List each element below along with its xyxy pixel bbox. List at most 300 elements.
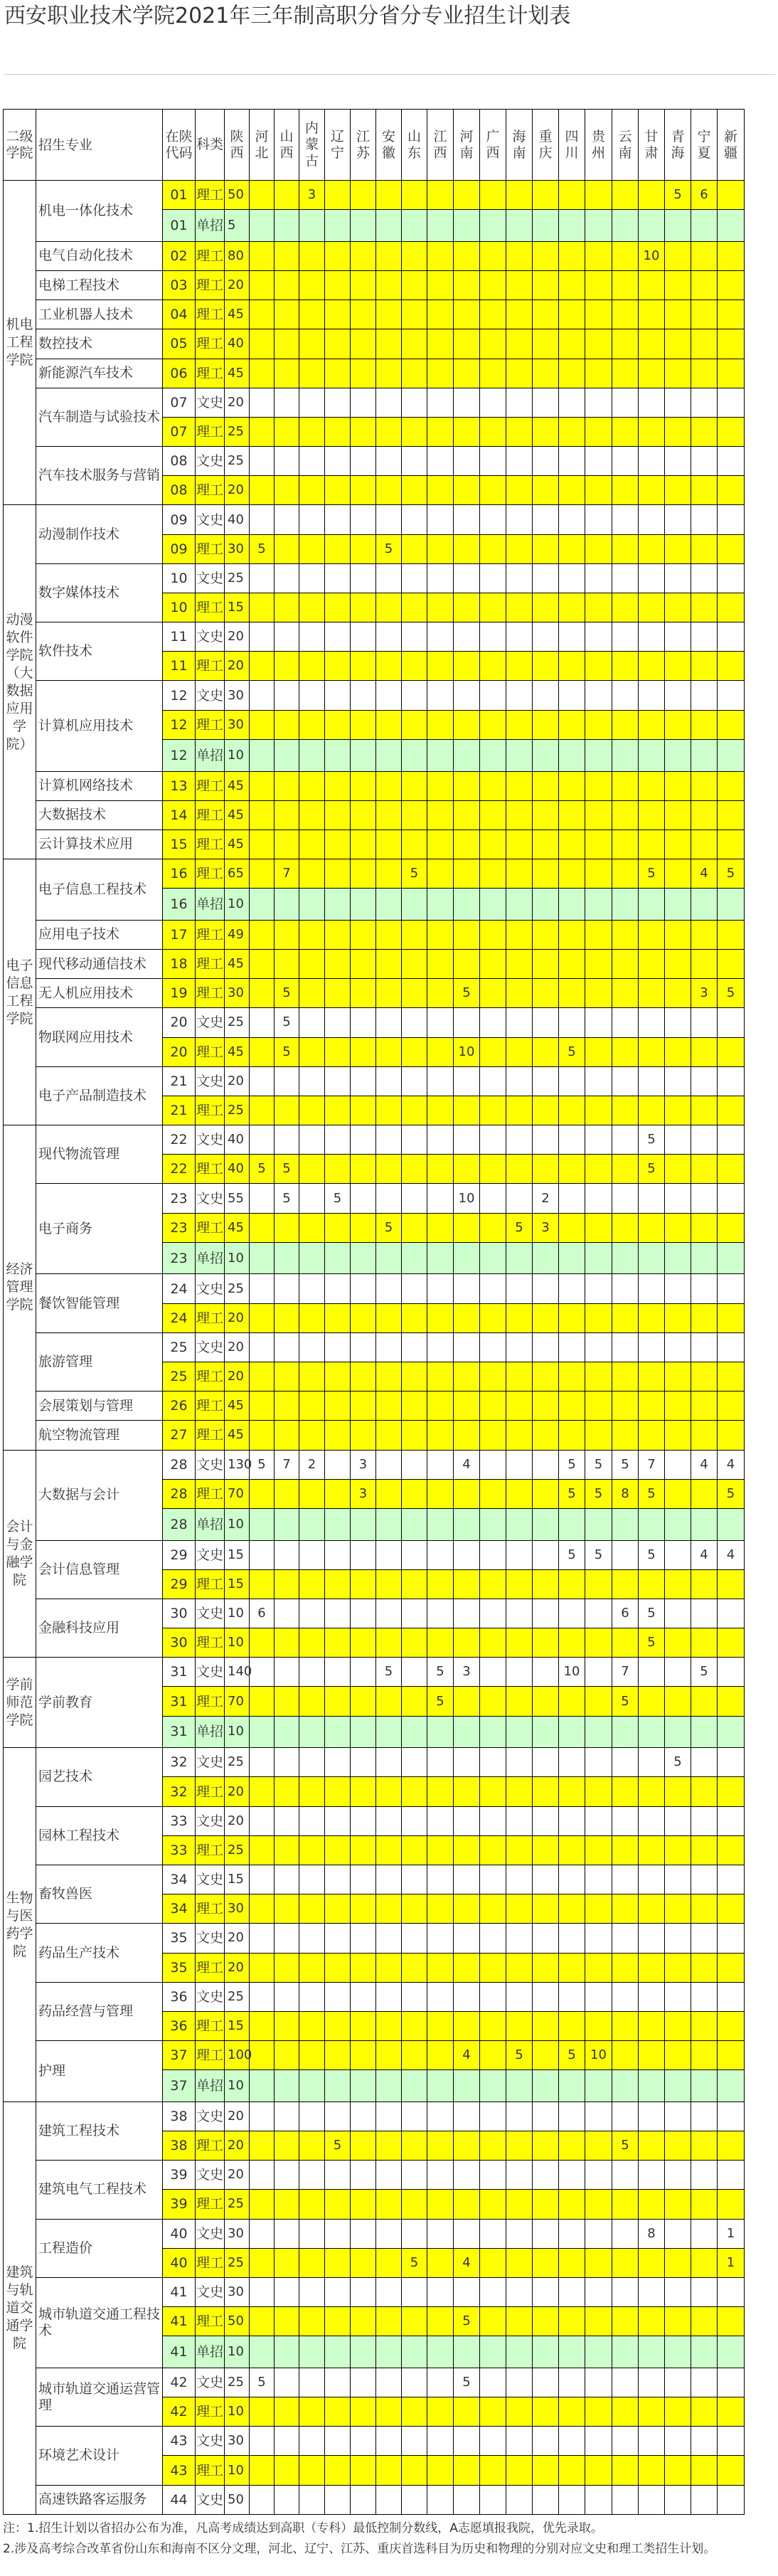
quota-cell — [299, 1125, 325, 1155]
quota-cell — [480, 1716, 506, 1748]
category-cell: 理工 — [196, 1479, 225, 1508]
quota-cell — [559, 1184, 585, 1213]
quota-cell: 3 — [533, 1213, 559, 1242]
quota-cell — [506, 2161, 533, 2190]
quota-cell — [325, 1155, 351, 1184]
quota-cell — [506, 1658, 533, 1687]
quota-cell — [351, 1716, 376, 1748]
quota-cell — [585, 652, 612, 681]
quota-cell: 20 — [225, 1332, 250, 1362]
quota-cell — [718, 739, 745, 771]
quota-cell — [325, 476, 351, 505]
quota-cell — [533, 800, 559, 829]
quota-cell — [275, 1362, 299, 1392]
quota-cell — [402, 1008, 427, 1037]
quota-cell — [718, 2397, 745, 2427]
quota-cell — [299, 329, 325, 359]
quota-cell — [480, 2277, 506, 2306]
quota-cell — [427, 1924, 454, 1953]
quota-cell — [325, 1096, 351, 1125]
college-cell: 经济管理学院 — [4, 1125, 36, 1450]
code-cell: 23 — [163, 1184, 196, 1213]
quota-cell — [325, 593, 351, 622]
category-cell: 文史 — [196, 1924, 225, 1953]
quota-cell — [325, 2161, 351, 2190]
quota-cell — [718, 2131, 745, 2161]
quota-cell — [250, 2307, 275, 2336]
quota-cell — [612, 710, 639, 739]
quota-cell — [275, 1865, 299, 1894]
quota-cell — [454, 1421, 480, 1450]
quota-cell — [533, 2070, 559, 2102]
quota-cell — [250, 2219, 275, 2248]
quota-cell — [612, 1569, 639, 1599]
quota-cell — [299, 1748, 325, 1777]
quota-cell — [480, 1125, 506, 1155]
quota-cell — [533, 1687, 559, 1716]
quota-cell — [612, 329, 639, 359]
quota-cell — [612, 1628, 639, 1658]
quota-cell — [585, 771, 612, 800]
quota-cell — [718, 241, 745, 270]
code-cell: 15 — [163, 829, 196, 859]
code-cell: 24 — [163, 1274, 196, 1303]
quota-cell — [402, 2336, 427, 2368]
quota-cell — [325, 534, 351, 563]
quota-cell — [250, 1479, 275, 1508]
quota-cell — [275, 1924, 299, 1953]
quota-cell — [559, 1599, 585, 1628]
quota-cell — [325, 388, 351, 417]
quota-cell — [506, 300, 533, 329]
quota-cell: 5 — [639, 1479, 665, 1508]
quota-cell — [691, 2397, 718, 2427]
quota-cell — [639, 1421, 665, 1450]
quota-cell — [427, 1184, 454, 1213]
quota-cell — [665, 979, 691, 1008]
major-cell: 云计算技术应用 — [36, 829, 163, 859]
quota-cell — [665, 563, 691, 593]
quota-cell: 3 — [691, 979, 718, 1008]
quota-cell — [275, 2307, 299, 2336]
quota-cell — [427, 534, 454, 563]
quota-cell: 10 — [585, 2041, 612, 2070]
quota-cell: 40 — [225, 505, 250, 534]
quota-cell — [427, 1155, 454, 1184]
quota-cell: 5 — [718, 979, 745, 1008]
quota-cell — [250, 1332, 275, 1362]
code-cell: 12 — [163, 681, 196, 710]
quota-cell — [250, 1716, 275, 1748]
quota-cell — [402, 447, 427, 476]
category-cell: 理工 — [196, 950, 225, 979]
quota-cell — [718, 1865, 745, 1894]
quota-cell — [612, 1421, 639, 1450]
major-cell: 药品生产技术 — [36, 1924, 163, 1982]
code-cell: 04 — [163, 300, 196, 329]
quota-cell — [275, 271, 299, 300]
quota-cell: 5 — [275, 1184, 299, 1213]
quota-cell — [612, 1865, 639, 1894]
quota-cell — [533, 1569, 559, 1599]
quota-cell — [639, 1924, 665, 1953]
quota-cell — [612, 2248, 639, 2277]
quota-cell — [325, 1392, 351, 1421]
quota-cell: 7 — [612, 1658, 639, 1687]
quota-cell — [454, 1479, 480, 1508]
quota-cell — [480, 210, 506, 242]
quota-cell — [250, 2456, 275, 2485]
quota-cell: 5 — [376, 1213, 402, 1242]
major-cell: 畜牧兽医 — [36, 1865, 163, 1923]
quota-cell — [506, 1155, 533, 1184]
quota-cell — [351, 1274, 376, 1303]
quota-cell — [585, 1096, 612, 1125]
quota-cell — [691, 1362, 718, 1392]
header-province: 内蒙古 — [299, 110, 325, 181]
quota-cell — [275, 329, 299, 359]
quota-cell — [427, 1421, 454, 1450]
quota-cell — [376, 1066, 402, 1096]
category-cell: 单招 — [196, 739, 225, 771]
category-cell: 理工 — [196, 1894, 225, 1924]
quota-cell — [299, 388, 325, 417]
quota-cell — [718, 1184, 745, 1213]
quota-cell — [351, 1806, 376, 1835]
quota-cell — [665, 534, 691, 563]
code-cell: 14 — [163, 800, 196, 829]
quota-cell — [506, 593, 533, 622]
quota-cell — [691, 476, 718, 505]
quota-cell — [275, 950, 299, 979]
quota-cell — [691, 2485, 718, 2514]
quota-cell — [402, 829, 427, 859]
quota-cell — [612, 2011, 639, 2040]
quota-cell — [506, 652, 533, 681]
quota-cell — [454, 210, 480, 242]
category-cell: 文史 — [196, 1332, 225, 1362]
quota-cell — [585, 359, 612, 388]
quota-cell — [559, 417, 585, 446]
quota-cell — [325, 505, 351, 534]
quota-cell — [718, 1806, 745, 1835]
quota-cell — [691, 1716, 718, 1748]
quota-cell — [506, 210, 533, 242]
quota-cell — [639, 1037, 665, 1066]
quota-cell — [559, 1716, 585, 1748]
quota-cell: 15 — [225, 2011, 250, 2040]
quota-cell — [325, 1008, 351, 1037]
quota-cell — [325, 2101, 351, 2131]
quota-cell — [427, 1479, 454, 1508]
quota-cell — [480, 920, 506, 949]
category-cell: 理工 — [196, 1037, 225, 1066]
quota-cell — [250, 1508, 275, 1540]
quota-cell — [299, 2041, 325, 2070]
quota-cell — [480, 271, 506, 300]
quota-cell — [533, 593, 559, 622]
code-cell: 38 — [163, 2101, 196, 2131]
quota-cell — [402, 950, 427, 979]
quota-cell — [454, 2161, 480, 2190]
quota-cell — [718, 1242, 745, 1274]
quota-cell: 25 — [225, 1274, 250, 1303]
quota-cell — [612, 300, 639, 329]
quota-cell — [639, 1658, 665, 1687]
quota-cell — [612, 1066, 639, 1096]
quota-cell — [612, 739, 639, 771]
quota-cell — [480, 1924, 506, 1953]
quota-cell — [612, 1037, 639, 1066]
quota-cell — [585, 1716, 612, 1748]
quota-cell — [559, 388, 585, 417]
quota-cell — [639, 1332, 665, 1362]
quota-cell — [480, 1155, 506, 1184]
category-cell: 文史 — [196, 1806, 225, 1835]
quota-cell: 40 — [225, 1125, 250, 1155]
quota-cell — [427, 1213, 454, 1242]
quota-cell: 5 — [506, 1213, 533, 1242]
quota-cell — [691, 447, 718, 476]
quota-cell — [402, 1096, 427, 1125]
quota-cell — [275, 1835, 299, 1865]
quota-cell — [585, 2456, 612, 2485]
quota-cell — [559, 2219, 585, 2248]
quota-cell — [376, 681, 402, 710]
quota-cell — [665, 2336, 691, 2368]
category-cell: 理工 — [196, 359, 225, 388]
quota-cell — [559, 859, 585, 889]
quota-cell: 45 — [225, 1213, 250, 1242]
quota-cell — [454, 2131, 480, 2161]
quota-cell — [427, 1865, 454, 1894]
quota-cell — [533, 739, 559, 771]
quota-cell — [718, 2336, 745, 2368]
quota-cell — [402, 241, 427, 270]
quota-cell — [351, 2456, 376, 2485]
quota-cell — [506, 563, 533, 593]
quota-cell — [376, 1953, 402, 1982]
quota-cell — [718, 622, 745, 652]
quota-cell — [275, 652, 299, 681]
quota-cell — [427, 505, 454, 534]
quota-cell — [506, 1806, 533, 1835]
table-row — [4, 2041, 745, 2070]
quota-cell: 7 — [275, 1450, 299, 1479]
code-cell: 10 — [163, 563, 196, 593]
category-cell: 理工 — [196, 2248, 225, 2277]
quota-cell — [533, 771, 559, 800]
quota-cell — [299, 1274, 325, 1303]
quota-cell — [275, 829, 299, 859]
quota-cell — [665, 359, 691, 388]
quota-cell — [612, 505, 639, 534]
quota-cell — [480, 1008, 506, 1037]
quota-cell — [325, 241, 351, 270]
quota-cell: 80 — [225, 241, 250, 270]
major-cell: 汽车技术服务与营销 — [36, 447, 163, 505]
quota-cell: 5 — [250, 534, 275, 563]
quota-cell — [691, 2131, 718, 2161]
quota-cell — [480, 359, 506, 388]
quota-cell — [299, 1096, 325, 1125]
quota-cell: 4 — [691, 859, 718, 889]
quota-cell — [325, 1037, 351, 1066]
quota-cell: 5 — [454, 979, 480, 1008]
quota-cell — [480, 2219, 506, 2248]
quota-cell — [299, 2190, 325, 2219]
quota-cell — [454, 1096, 480, 1125]
quota-cell — [325, 1982, 351, 2011]
quota-cell — [299, 2131, 325, 2161]
quota-cell — [427, 2101, 454, 2131]
quota-cell — [351, 1658, 376, 1687]
quota-cell — [402, 2011, 427, 2040]
code-cell: 05 — [163, 329, 196, 359]
quota-cell: 10 — [225, 1508, 250, 1540]
quota-cell — [639, 1865, 665, 1894]
quota-cell — [585, 2397, 612, 2427]
quota-cell — [427, 447, 454, 476]
quota-cell — [533, 2190, 559, 2219]
header-province: 重庆 — [533, 110, 559, 181]
quota-cell — [585, 2190, 612, 2219]
quota-cell — [480, 1687, 506, 1716]
quota-cell: 10 — [225, 2336, 250, 2368]
quota-cell — [325, 417, 351, 446]
quota-cell — [376, 2248, 402, 2277]
quota-cell — [718, 1274, 745, 1303]
quota-cell — [427, 1508, 454, 1540]
quota-cell — [718, 476, 745, 505]
quota-cell — [691, 771, 718, 800]
quota-cell — [299, 1303, 325, 1332]
quota-cell — [691, 2336, 718, 2368]
major-cell: 金融科技应用 — [36, 1599, 163, 1657]
quota-cell — [585, 210, 612, 242]
quota-cell — [612, 2070, 639, 2102]
quota-cell: 10 — [454, 1037, 480, 1066]
quota-cell — [691, 1894, 718, 1924]
quota-cell — [506, 1716, 533, 1748]
quota-cell — [351, 1748, 376, 1777]
code-cell: 29 — [163, 1540, 196, 1569]
quota-cell — [506, 241, 533, 270]
quota-cell — [351, 1303, 376, 1332]
quota-cell — [559, 1748, 585, 1777]
code-cell: 20 — [163, 1037, 196, 1066]
quota-cell — [376, 1421, 402, 1450]
code-cell: 20 — [163, 1008, 196, 1037]
quota-cell — [585, 1982, 612, 2011]
quota-cell — [506, 1835, 533, 1865]
quota-cell — [691, 505, 718, 534]
quota-cell: 6 — [250, 1599, 275, 1628]
quota-cell — [559, 829, 585, 859]
quota-cell — [427, 920, 454, 949]
major-cell: 电子商务 — [36, 1184, 163, 1274]
quota-cell — [299, 2456, 325, 2485]
quota-cell — [639, 2427, 665, 2456]
quota-cell — [691, 1303, 718, 1332]
code-cell: 16 — [163, 859, 196, 889]
quota-cell — [665, 1540, 691, 1569]
quota-cell — [506, 1274, 533, 1303]
quota-cell — [665, 622, 691, 652]
category-cell: 文史 — [196, 2277, 225, 2306]
quota-cell — [559, 1777, 585, 1806]
quota-cell — [454, 181, 480, 210]
quota-cell — [533, 652, 559, 681]
quota-cell — [533, 920, 559, 949]
quota-cell — [299, 979, 325, 1008]
quota-cell — [691, 417, 718, 446]
table-row — [4, 859, 745, 889]
quota-cell — [585, 2248, 612, 2277]
quota-cell — [585, 1362, 612, 1392]
quota-cell — [250, 1894, 275, 1924]
quota-cell — [454, 2427, 480, 2456]
quota-cell: 70 — [225, 1687, 250, 1716]
quota-cell — [691, 1748, 718, 1777]
quota-cell — [376, 1748, 402, 1777]
category-cell: 文史 — [196, 1274, 225, 1303]
quota-cell — [585, 1687, 612, 1716]
quota-cell — [351, 1332, 376, 1362]
quota-cell — [275, 2190, 299, 2219]
quota-cell — [665, 739, 691, 771]
table-row — [4, 271, 745, 300]
quota-cell — [480, 534, 506, 563]
quota-cell — [506, 1508, 533, 1540]
quota-cell — [718, 2277, 745, 2306]
quota-cell — [454, 1303, 480, 1332]
quota-cell — [639, 476, 665, 505]
quota-cell — [559, 1569, 585, 1599]
quota-cell — [250, 979, 275, 1008]
quota-cell — [325, 2041, 351, 2070]
table-row — [4, 2219, 745, 2248]
quota-cell — [665, 1628, 691, 1658]
quota-cell — [325, 1421, 351, 1450]
quota-cell — [665, 1184, 691, 1213]
quota-cell — [559, 800, 585, 829]
code-cell: 06 — [163, 359, 196, 388]
header-province: 陕西 — [225, 110, 250, 181]
quota-cell — [250, 829, 275, 859]
category-cell: 理工 — [196, 2456, 225, 2485]
major-cell: 会展策划与管理 — [36, 1392, 163, 1421]
code-cell: 12 — [163, 710, 196, 739]
quota-cell — [691, 1332, 718, 1362]
quota-cell — [351, 950, 376, 979]
major-cell: 软件技术 — [36, 622, 163, 681]
quota-cell — [506, 1362, 533, 1392]
quota-cell — [402, 2456, 427, 2485]
quota-cell — [691, 681, 718, 710]
quota-cell — [325, 1924, 351, 1953]
quota-cell — [250, 359, 275, 388]
category-cell: 文史 — [196, 1658, 225, 1687]
quota-cell — [402, 1392, 427, 1421]
quota-cell — [454, 2336, 480, 2368]
quota-cell: 20 — [225, 1066, 250, 1096]
quota-cell — [639, 2307, 665, 2336]
quota-cell: 30 — [225, 979, 250, 1008]
quota-cell — [376, 1687, 402, 1716]
quota-cell — [454, 534, 480, 563]
quota-cell — [275, 2131, 299, 2161]
